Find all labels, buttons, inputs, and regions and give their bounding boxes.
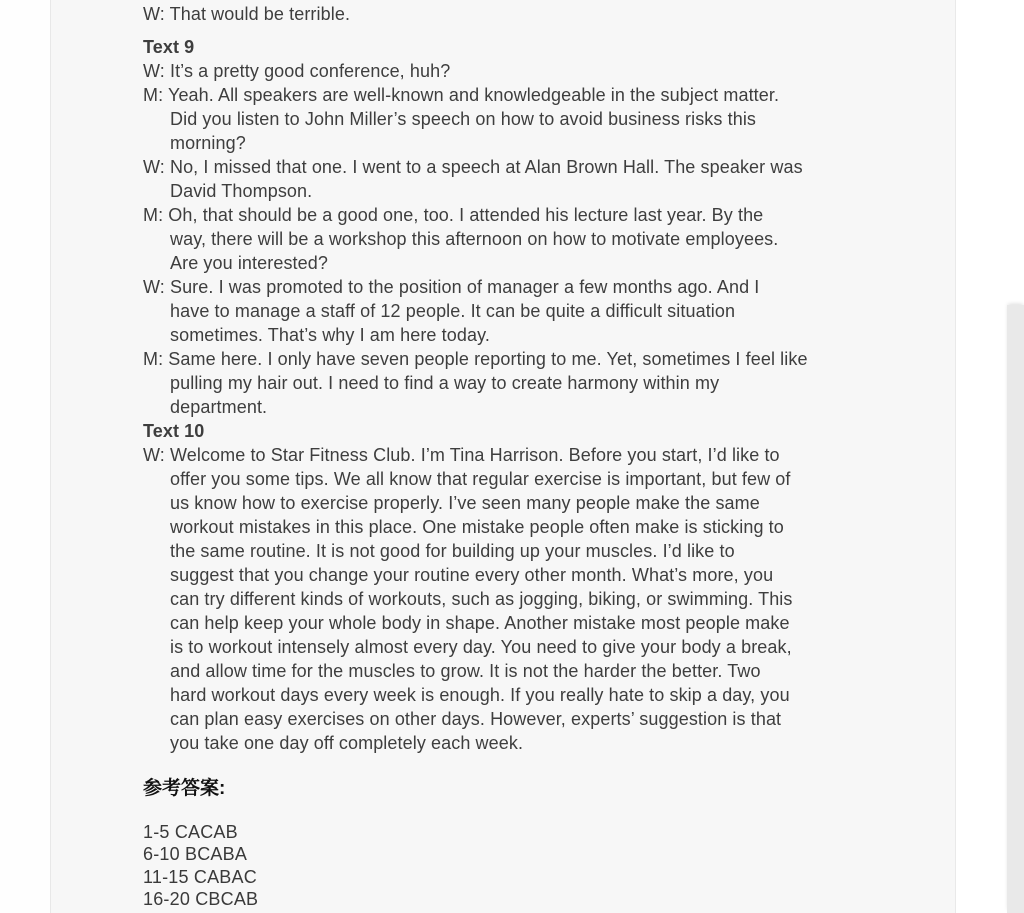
dialogue-turn: W: Sure. I was promoted to the position of manager a few months ago. And I have to manage a staff of 12 people. It can be quite a difficult situation sometimes. That’s why I am here today. <box>143 277 760 345</box>
answer-key-section <box>143 777 925 911</box>
dialogue-turn: W: Welcome to Star Fitness Club. I’m Tina Harrison. Before you start, I’d like to offer you some tips. We all know that regular exercise is important, but few of us know how to exercise properly. I’ve seen many people make the same workout mistakes in this place. One mistake people often make is sticking to the same routine. It is not good for building up your muscles. I’d like to suggest that you change your routine every other month. What’s more, you can try different kinds of workouts, such as jogging, biking, or swimming. This can help keep your whole body in shape. Another mistake most people make is to workout intensely almost every day. You need to give your body a break, and allow time for the muscles to grow. It is not the harder the better. Two hard workout days every week is enough. If you really hate to skip a day, you can plan easy exercises on other days. However, experts’ suggestion is that you take one day off completely each week. <box>143 445 793 753</box>
speaker-label: W: <box>143 157 170 177</box>
dialogue-turn: W: It’s a pretty good conference, huh? <box>143 61 451 81</box>
article-content <box>51 0 956 913</box>
listening-transcript <box>143 2 925 755</box>
right-edge-panel <box>1007 305 1024 913</box>
answer-line: 11-15 CABAC <box>143 866 257 887</box>
answer-list <box>143 821 925 911</box>
section-heading: Text 9 <box>143 37 195 57</box>
dialogue-turn: M: Same here. I only have seven people reporting to me. Yet, sometimes I feel like pulling my hair out. I need to find a way to create harmony within my department. <box>143 349 808 417</box>
section-heading: Text 10 <box>143 421 205 441</box>
dialogue-turn: W: That would be terrible. <box>143 4 351 24</box>
speaker-label: W: <box>143 4 170 24</box>
dialogue-turn: W: No, I missed that one. I went to a speech at Alan Brown Hall. The speaker was David Thompson. <box>143 157 803 201</box>
speaker-label: M: <box>143 205 169 225</box>
speaker-label: W: <box>143 445 170 465</box>
dialogue-turn: M: Oh, that should be a good one, too. I attended his lecture last year. By the way, there will be a workshop this afternoon on how to motivate employees. Are you interested? <box>143 205 779 273</box>
answer-line: 6-10 BCABA <box>143 844 248 865</box>
answer-key-heading: 参考答案: <box>143 778 226 799</box>
left-margin <box>0 0 51 913</box>
speaker-label: M: <box>143 85 168 105</box>
answer-line: 1-5 CACAB <box>143 822 238 842</box>
speaker-label: W: <box>143 277 170 297</box>
dialogue-turn: M: Yeah. All speakers are well-known and knowledgeable in the subject matter. Did you listen to John Miller’s speech on how to avoid business risks this morning? <box>143 85 780 153</box>
speaker-label: M: <box>143 349 169 369</box>
answer-line: 16-20 CBCAB <box>143 889 259 910</box>
speaker-label: W: <box>143 61 170 81</box>
